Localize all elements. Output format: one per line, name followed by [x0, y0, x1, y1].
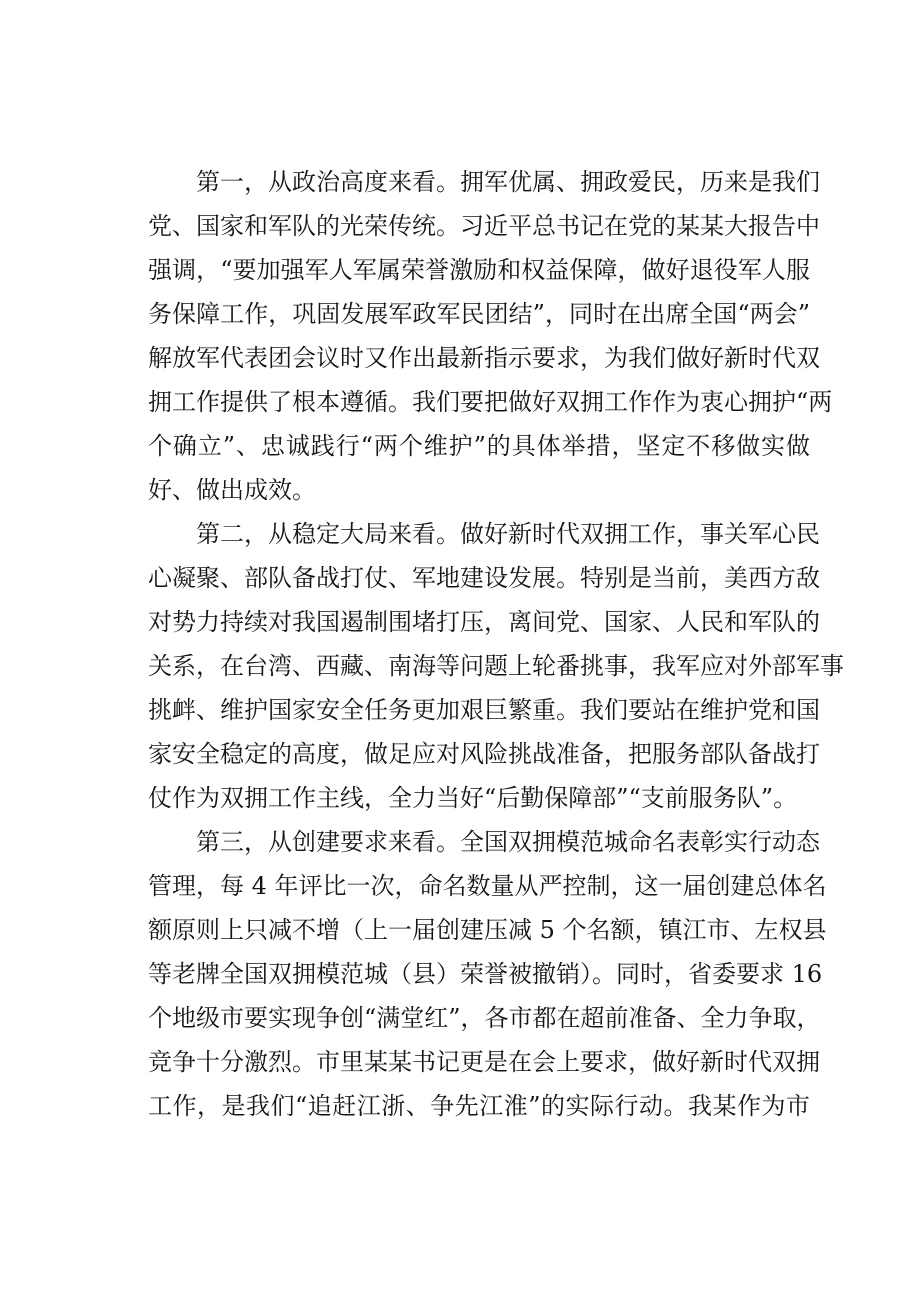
paragraph-line: 额原则上只减不增（上一届创建压减 5 个名额，镇江市、左权县	[148, 916, 827, 944]
paragraph-line: 党、国家和军队的光荣传统。习近平总书记在党的某某大报告中	[148, 212, 820, 240]
paragraph-line: 第二，从稳定大局来看。做好新时代双拥工作，事关军心民	[196, 520, 820, 548]
paragraph-1	[148, 160, 833, 512]
paragraph-line: 个确立”、忠诚践行“两个维护”的具体举措，坚定不移做实做	[148, 432, 810, 460]
paragraph-line: 解放军代表团会议时又作出最新指示要求，为我们做好新时代双	[148, 344, 820, 372]
paragraph-3	[148, 820, 827, 1128]
paragraph-line: 管理，每 4 年评比一次，命名数量从严控制，这一届创建总体名	[148, 872, 827, 900]
paragraph-line: 竞争十分激烈。市里某某书记更是在会上要求，做好新时代双拥	[148, 1048, 820, 1076]
paragraph-line: 个地级市要实现争创“满堂红”，各市都在超前准备、全力争取，	[148, 1004, 821, 1032]
paragraph-line: 等老牌全国双拥模范城（县）荣誉被撤销）。同时，省委要求 16	[148, 960, 823, 988]
paragraph-line: 关系，在台湾、西藏、南海等问题上轮番挑事，我军应对外部军事	[148, 652, 844, 680]
paragraph-line: 工作，是我们“追赶江浙、争先江淮”的实际行动。我某作为市	[148, 1092, 810, 1120]
paragraph-line: 第一，从政治高度来看。拥军优属、拥政爱民，历来是我们	[196, 168, 820, 196]
paragraph-line: 心凝聚、部队备战打仗、军地建设发展。特别是当前，美西方敌	[148, 564, 820, 592]
paragraph-2	[148, 512, 844, 820]
paragraph-line: 务保障工作，巩固发展军政军民团结”，同时在出席全国“两会”	[148, 300, 810, 328]
paragraph-line: 第三，从创建要求来看。全国双拥模范城命名表彰实行动态	[196, 828, 820, 856]
paragraph-line: 家安全稳定的高度，做足应对风险挑战准备，把服务部队备战打	[148, 740, 820, 768]
document-body	[148, 160, 844, 1128]
paragraph-line: 好、做出成效。	[148, 476, 316, 504]
paragraph-line: 仗作为双拥工作主线，全力当好“后勤保障部”“支前服务队”。	[148, 784, 798, 812]
paragraph-line: 挑衅、维护国家安全任务更加艰巨繁重。我们要站在维护党和国	[148, 696, 820, 724]
paragraph-line: 拥工作提供了根本遵循。我们要把做好双拥工作作为衷心拥护“两	[148, 388, 833, 416]
paragraph-line: 对势力持续对我国遏制围堵打压，离间党、国家、人民和军队的	[148, 608, 820, 636]
paragraph-line: 强调，“要加强军人军属荣誉激励和权益保障，做好退役军人服	[148, 256, 810, 284]
